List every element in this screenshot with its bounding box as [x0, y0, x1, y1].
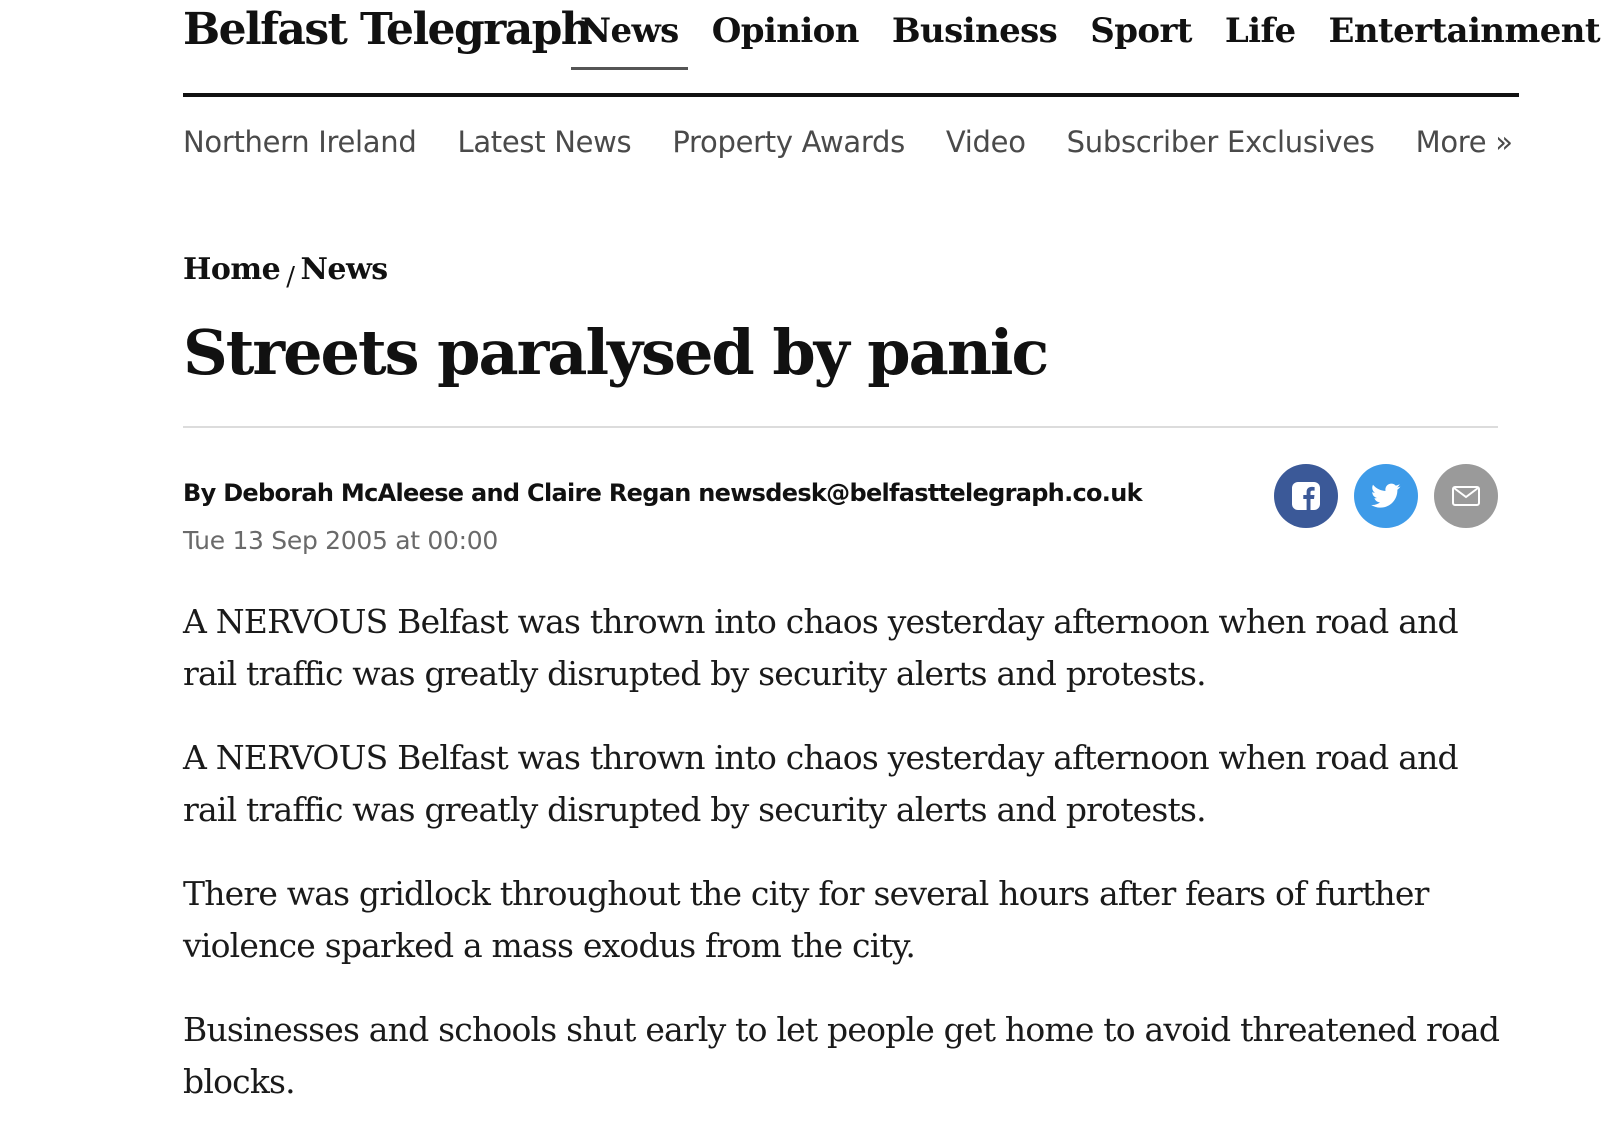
email-icon — [1452, 486, 1480, 506]
subnav-item-property-awards[interactable]: Property Awards — [672, 125, 905, 159]
article-paragraph: There was gridlock throughout the city for several hours after fears of further violence sparked a mass exodus from the city. — [183, 874, 1429, 965]
article-paragraph: A NERVOUS Belfast was thrown into chaos yesterday afternoon when road and rail traffic was greatly disrupted by security alerts and protests. — [183, 738, 1458, 829]
nav-item-business[interactable]: Business — [891, 11, 1058, 51]
subnav-item-subscriber-exclusives[interactable]: Subscriber Exclusives — [1066, 125, 1375, 159]
facebook-icon — [1291, 481, 1321, 511]
share-buttons — [1274, 464, 1498, 528]
nav-item-opinion[interactable]: Opinion — [711, 11, 859, 51]
subnav-item-video[interactable]: Video — [945, 125, 1026, 159]
masthead-divider — [183, 93, 1519, 97]
breadcrumb — [183, 248, 388, 293]
headline-divider — [183, 426, 1498, 428]
article-byline: By Deborah McAleese and Claire Regan newsdesk@belfasttelegraph.co.uk — [183, 479, 1142, 507]
breadcrumb-separator: / — [286, 262, 295, 292]
twitter-icon — [1371, 483, 1401, 509]
masthead — [0, 0, 1601, 98]
share-twitter-button[interactable] — [1354, 464, 1418, 528]
site-logo[interactable]: Belfast Telegraph — [183, 4, 592, 55]
subnav-item-latest-news[interactable]: Latest News — [457, 125, 632, 159]
breadcrumb-home[interactable]: Home — [183, 252, 281, 287]
subnav-item-northern-ireland[interactable]: Northern Ireland — [183, 125, 417, 159]
article-date: Tue 13 Sep 2005 at 00:00 — [183, 526, 498, 555]
nav-item-entertainment[interactable]: Entertainment — [1328, 11, 1601, 51]
share-email-button[interactable] — [1434, 464, 1498, 528]
nav-item-life[interactable]: Life — [1224, 11, 1296, 51]
article-headline: Streets paralysed by panic — [183, 316, 1048, 389]
subnav-item-more[interactable]: More » — [1415, 125, 1513, 159]
share-facebook-button[interactable] — [1274, 464, 1338, 528]
secondary-nav — [183, 118, 1554, 166]
article-body — [183, 596, 1503, 1140]
nav-item-sport[interactable]: Sport — [1090, 11, 1192, 51]
nav-item-news[interactable]: News — [571, 0, 688, 70]
article-paragraph: Businesses and schools shut early to let people get home to avoid threatened road blocks. — [183, 1010, 1500, 1101]
primary-nav — [571, 0, 1624, 70]
breadcrumb-section[interactable]: News — [300, 252, 388, 287]
article-paragraph: A NERVOUS Belfast was thrown into chaos yesterday afternoon when road and rail traffic was greatly disrupted by security alerts and protests. — [183, 602, 1458, 693]
